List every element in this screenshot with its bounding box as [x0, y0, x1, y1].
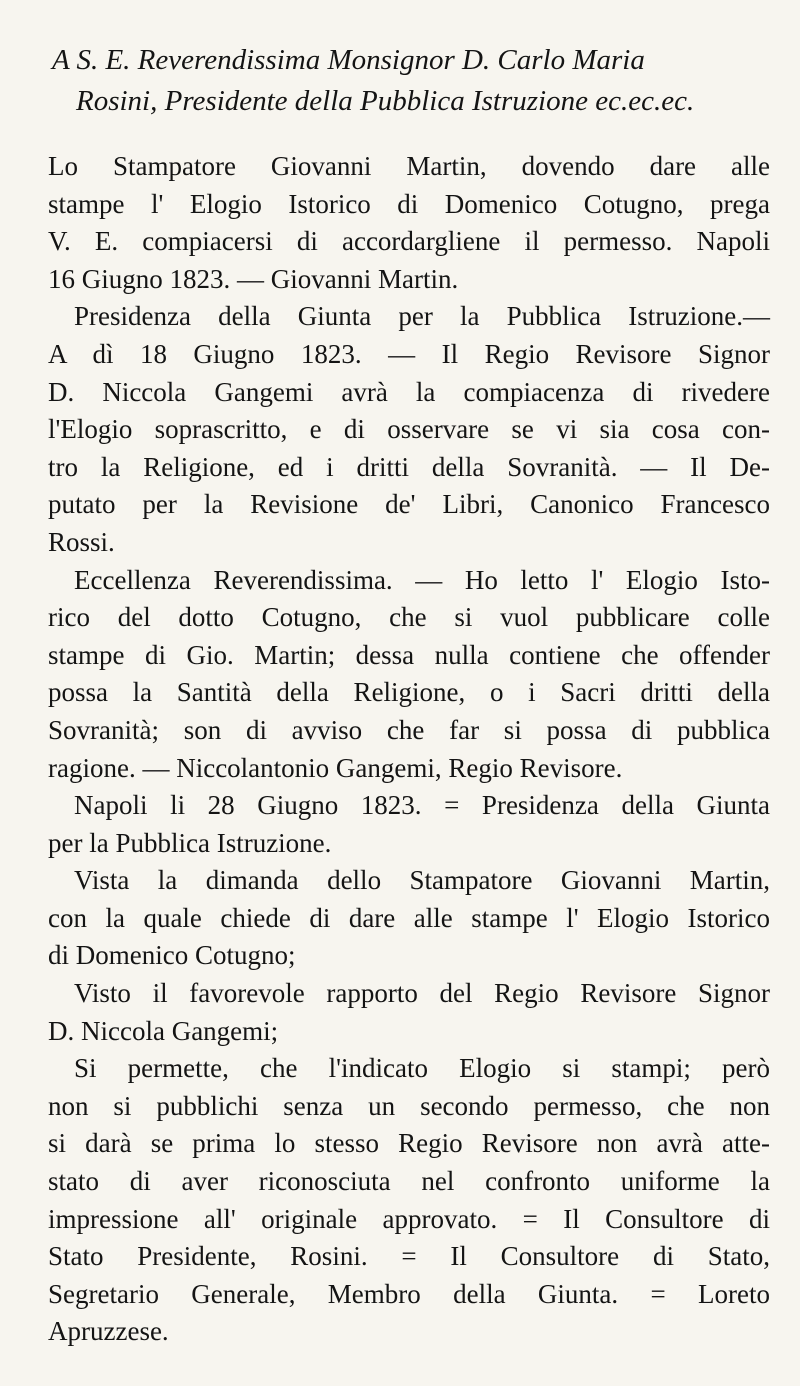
text-line: ragione. — Niccolantonio Gangemi, Regio Revisore. [48, 752, 623, 783]
text-line: Stato Presidente, Rosini. = Il Consultore di Stato, [48, 1241, 770, 1272]
paragraph-presidency [48, 298, 770, 561]
text-line: Visto il favorevole rapporto del Regio Revisore Signor [74, 978, 770, 1009]
text-line: l'Elogio soprascritto, e di osservare se vi sia cosa con- [48, 414, 770, 445]
text-line: non si pubblichi senza un secondo permesso, che non [48, 1090, 770, 1121]
text-line: Segretario Generale, Membro della Giunta. = Loreto [48, 1278, 770, 1309]
text-line: 16 Giugno 1823. — Giovanni Martin. [48, 263, 459, 294]
text-line: stato di aver riconosciuta nel confronto uniforme la [48, 1166, 770, 1197]
text-line: putato per la Revisione de' Libri, Canonico Francesco [48, 489, 770, 520]
address-line-1: A S. E. Reverendissima Monsignor D. Carlo Maria [52, 44, 645, 76]
text-line: Eccellenza Reverendissima. — Ho letto l' Elogio Isto- [74, 564, 770, 595]
text-line: D. Niccola Gangemi avrà la compiacenza di rivedere [48, 376, 770, 407]
text-line: Presidenza della Giunta per la Pubblica Istruzione.— [74, 301, 770, 332]
text-line: rico del dotto Cotugno, che si vuol pubblicare colle [48, 602, 770, 633]
text-line: Si permette, che l'indicato Elogio si stampi; però [74, 1053, 770, 1084]
text-line: A dì 18 Giugno 1823. — Il Regio Revisore Signor [48, 338, 770, 369]
address-heading [52, 40, 772, 122]
paragraph-date [48, 787, 770, 862]
text-line: Rossi. [48, 526, 115, 557]
text-line: V. E. compiacersi di accordargliene il permesso. Napoli [48, 226, 770, 257]
text-line: impressione all' originale approvato. = Il Consultore di [48, 1203, 770, 1234]
text-line: per la Pubblica Istruzione. [48, 827, 332, 858]
document-body [48, 148, 770, 1351]
text-line: tro la Religione, ed i dritti della Sovranità. — Il De- [48, 451, 770, 482]
text-line: di Domenico Cotugno; [48, 940, 296, 971]
text-line: Lo Stampatore Giovanni Martin, dovendo dare alle [48, 151, 770, 181]
text-line: stampe di Gio. Martin; dessa nulla contiene che offender [48, 639, 770, 670]
text-line: possa la Santità della Religione, o i Sacri dritti della [48, 677, 770, 708]
text-line: si darà se prima lo stesso Regio Revisore non avrà atte- [48, 1128, 770, 1159]
address-line-2: Rosini, Presidente della Pubblica Istruzione ec.ec.ec. [76, 85, 695, 117]
paragraph-permission [48, 1050, 770, 1351]
text-line: Apruzzese. [48, 1316, 169, 1347]
text-line: stampe l' Elogio Istorico di Domenico Cotugno, prega [48, 188, 770, 219]
paragraph-request-review [48, 862, 770, 975]
paragraph-favorable-report [48, 975, 770, 1050]
text-line: con la quale chiede di dare alle stampe l' Elogio Istorico [48, 902, 770, 933]
text-line: Napoli li 28 Giugno 1823. = Presidenza della Giunta [74, 790, 770, 821]
text-line: Vista la dimanda dello Stampatore Giovanni Martin, [74, 865, 770, 896]
text-line: D. Niccola Gangemi; [48, 1015, 279, 1046]
text-line: Sovranità; son di avviso che far si possa di pubblica [48, 714, 770, 745]
paragraph-revisor-report [48, 562, 770, 788]
paragraph-request [48, 148, 770, 298]
